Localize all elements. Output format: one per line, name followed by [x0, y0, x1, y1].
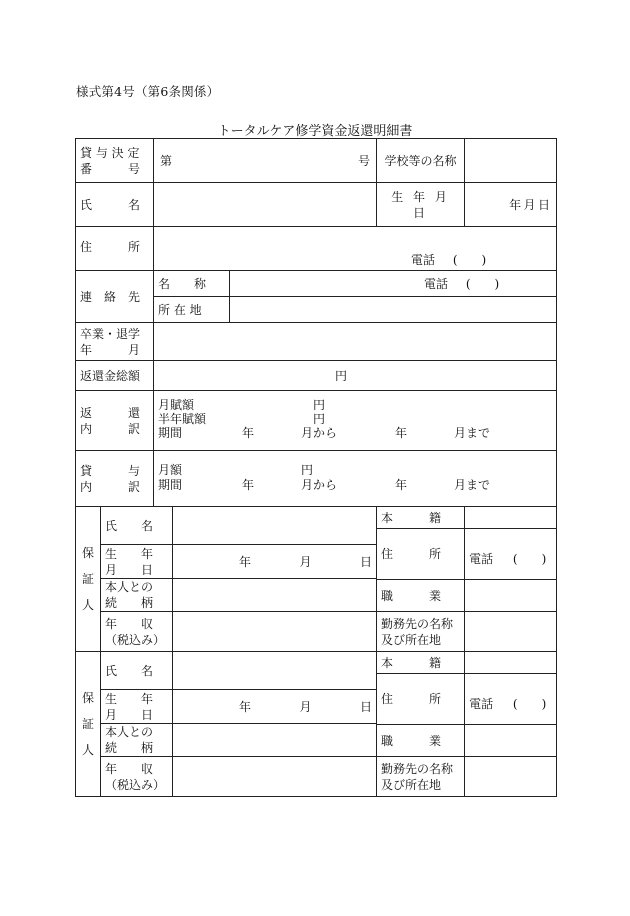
guarantor-1-dob-label: 生 年 月 日	[101, 545, 173, 579]
guarantor-2-side-label: 保 証 人	[76, 652, 101, 797]
guarantor-1-relation-field[interactable]	[173, 579, 377, 612]
repay-detail-field[interactable]: 月賦額 円 半年賦額 円 期間 年 月から 年 月まで	[154, 391, 557, 451]
loan-decision-number-field[interactable]: 第 号	[154, 139, 377, 183]
contact-location-label: 所 在 地	[154, 297, 230, 323]
contact-location-field[interactable]	[230, 297, 557, 323]
address-label: 住 所	[76, 227, 154, 271]
guarantor-1-relation-label: 本人との 続 柄	[101, 579, 173, 612]
school-name-label: 学校等の名称	[377, 139, 465, 183]
loan-detail-label: 貸 与 内 訳	[76, 451, 154, 507]
contact-name-field[interactable]: 電話 ( )	[230, 271, 557, 297]
guarantor-2-name-label: 氏 名	[101, 652, 173, 690]
name-label: 氏 名	[76, 183, 154, 227]
form-number: 様式第4号（第6条関係）	[76, 84, 220, 99]
guarantor-1-address-field[interactable]: 電話 ( )	[465, 529, 557, 580]
guarantor-1-workplace-field[interactable]	[465, 612, 557, 652]
guarantor-2-dob-label: 生 年 月 日	[101, 690, 173, 724]
dob-label: 生 年 月 日	[377, 183, 465, 227]
repay-detail-label: 返 還 内 訳	[76, 391, 154, 451]
repayment-statement-table	[75, 138, 557, 797]
guarantor-2-domicile-label: 本 籍	[377, 652, 465, 674]
guarantor-1-name-label: 氏 名	[101, 507, 173, 545]
guarantor-2-address-field[interactable]: 電話 ( )	[465, 674, 557, 725]
guarantor-1-workplace-label: 勤務先の名称 及び所在地	[377, 612, 465, 652]
guarantor-2-domicile-field[interactable]	[465, 652, 557, 674]
guarantor-1-name-field[interactable]	[173, 507, 377, 545]
guarantor-2-relation-field[interactable]	[173, 724, 377, 757]
dob-field[interactable]: 年 月 日	[465, 183, 557, 227]
guarantor-2-occupation-label: 職 業	[377, 725, 465, 757]
guarantor-2-relation-label: 本人との 続 柄	[101, 724, 173, 757]
guarantor-1-domicile-field[interactable]	[465, 507, 557, 529]
school-name-field[interactable]	[465, 139, 557, 183]
guarantor-1-domicile-label: 本 籍	[377, 507, 465, 529]
guarantor-1-address-label: 住 所	[377, 529, 465, 580]
guarantor-1-side-label: 保 証 人	[76, 507, 101, 652]
guarantor-2-address-label: 住 所	[377, 674, 465, 725]
loan-decision-number-label: 貸 与 決 定 番 号	[76, 139, 154, 183]
guarantor-2-workplace-label: 勤務先の名称 及び所在地	[377, 757, 465, 797]
guarantor-1-income-label: 年 収 （税込み）	[101, 612, 173, 652]
guarantor-1-occupation-field[interactable]	[465, 580, 557, 612]
document-title: トータルケア修学資金返還明細書	[217, 124, 413, 139]
guarantor-2-name-field[interactable]	[173, 652, 377, 690]
guarantor-1-dob-field[interactable]: 年 月 日	[173, 545, 377, 579]
guarantor-1-income-field[interactable]	[173, 612, 377, 652]
guarantor-2-occupation-field[interactable]	[465, 725, 557, 757]
graduation-label: 卒業・退学 年 月	[76, 323, 154, 361]
guarantor-2-workplace-field[interactable]	[465, 757, 557, 797]
repay-total-field[interactable]: 円	[154, 361, 557, 391]
contact-label: 連 絡 先	[76, 271, 154, 323]
guarantor-1-occupation-label: 職 業	[377, 580, 465, 612]
address-field[interactable]: 電話 ( )	[154, 227, 557, 271]
name-field[interactable]	[154, 183, 377, 227]
guarantor-2-income-field[interactable]	[173, 757, 377, 797]
graduation-field[interactable]	[154, 323, 557, 361]
guarantor-2-dob-field[interactable]: 年 月 日	[173, 690, 377, 724]
repay-total-label: 返還金総額	[76, 361, 154, 391]
guarantor-2-income-label: 年 収 （税込み）	[101, 757, 173, 797]
contact-name-label: 名 称	[154, 271, 230, 297]
loan-detail-field[interactable]: 月額 円 期間 年 月から 年 月まで	[154, 451, 557, 507]
